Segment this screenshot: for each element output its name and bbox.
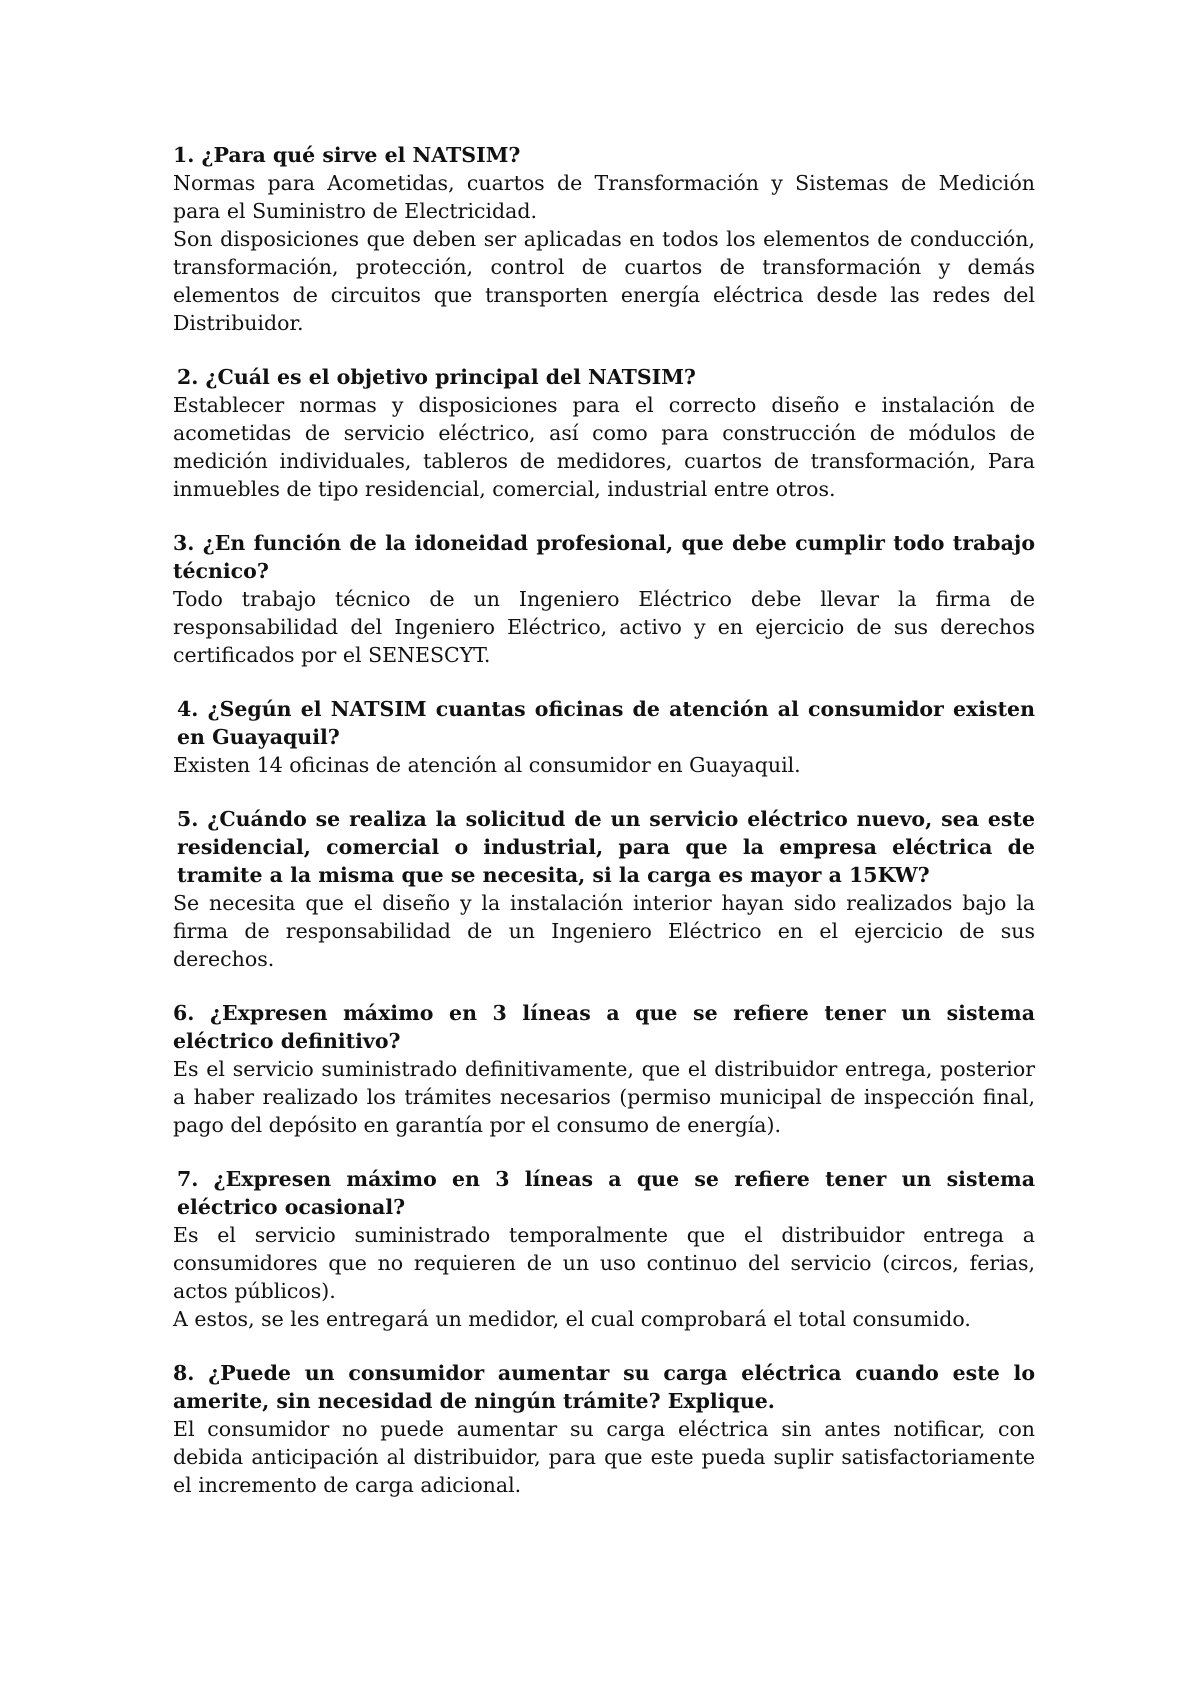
- answer-paragraph: A estos, se les entregará un medidor, el cual comprobará el total consumido.: [173, 1307, 971, 1331]
- answer-paragraph: Todo trabajo técnico de un Ingeniero Eléctrico debe llevar la firma de responsabilidad del Ingeniero Eléctrico, activo y en ejercicio de sus derechos certificados por el SENESCYT.: [173, 587, 1035, 667]
- answer-paragraph: El consumidor no puede aumentar su carga eléctrica sin antes notificar, con debida anticipación al distribuidor, para que este pueda suplir satisfactoriamente el incremento de carga adicional.: [173, 1417, 1035, 1497]
- question-text: ¿Según el NATSIM cuantas oficinas de atención al consumidor existen en Guayaquil?: [177, 697, 1036, 749]
- answer-paragraph: Existen 14 oficinas de atención al consumidor en Guayaquil.: [173, 753, 801, 777]
- answer-paragraph: Son disposiciones que deben ser aplicadas en todos los elementos de conducción, transformación, protección, control de cuartos de transformación y demás elementos de circuitos que transporten energía eléctrica desde las redes del Distribuidor.: [173, 227, 1035, 335]
- qa-item-8: [173, 1359, 1035, 1499]
- qa-item-3: [173, 529, 1035, 669]
- question-text: ¿Puede un consumidor aumentar su carga eléctrica cuando este lo amerite, sin necesidad de ningún trámite? Explique.: [173, 1361, 1035, 1413]
- qa-item-2: [173, 363, 1035, 503]
- answer-paragraph: Establecer normas y disposiciones para el correcto diseño e instalación de acometidas de servicio eléctrico, así como para construcción de módulos de medición individuales, tableros de medidores, cuartos de transformación, Para inmuebles de tipo residencial, comercial, industrial entre otros.: [173, 393, 1035, 501]
- qa-item-5: [173, 805, 1035, 973]
- qa-item-7: [173, 1165, 1035, 1333]
- question-text: ¿Cuál es el objetivo principal del NATSIM?: [205, 365, 696, 389]
- question-text: ¿Expresen máximo en 3 líneas a que se refiere tener un sistema eléctrico definitivo?: [173, 1001, 1035, 1053]
- question-7: [173, 1165, 1035, 1221]
- question-number: 2.: [177, 365, 199, 389]
- question-number: 7.: [177, 1167, 199, 1191]
- qa-item-4: [173, 695, 1035, 779]
- question-number: 3.: [173, 531, 195, 555]
- answer-paragraph: Es el servicio suministrado definitivamente, que el distribuidor entrega, posterior a haber realizado los trámites necesarios (permiso municipal de inspección final, pago del depósito en garantía por el consumo de energía).: [173, 1057, 1035, 1137]
- question-text: ¿En función de la idoneidad profesional, que debe cumplir todo trabajo técnico?: [173, 531, 1035, 583]
- answer-paragraph: Se necesita que el diseño y la instalación interior hayan sido realizados bajo la firma de responsabilidad de un Ingeniero Eléctrico en el ejercicio de sus derechos.: [173, 891, 1035, 971]
- question-text: ¿Para qué sirve el NATSIM?: [201, 143, 521, 167]
- question-number: 6.: [173, 1001, 195, 1025]
- question-text: ¿Cuándo se realiza la solicitud de un servicio eléctrico nuevo, sea este residencial, comercial o industrial, para que la empresa eléctrica de tramite a la misma que se necesita, si la carga es mayor a 15KW?: [177, 807, 1035, 887]
- question-3: [173, 529, 1035, 585]
- question-1: [173, 141, 1035, 169]
- question-number: 1.: [173, 143, 195, 167]
- question-6: [173, 999, 1035, 1055]
- question-number: 4.: [177, 697, 199, 721]
- question-number: 8.: [173, 1361, 195, 1385]
- document-page: [173, 141, 1035, 1525]
- qa-item-1: [173, 141, 1035, 337]
- answer-paragraph: Es el servicio suministrado temporalmente que el distribuidor entrega a consumidores que no requieren de un uso continuo del servicio (circos, ferias, actos públicos).: [173, 1223, 1035, 1303]
- question-number: 5.: [177, 807, 199, 831]
- answer-paragraph: Normas para Acometidas, cuartos de Transformación y Sistemas de Medición para el Suministro de Electricidad.: [173, 171, 1035, 223]
- question-8: [173, 1359, 1035, 1415]
- question-text: ¿Expresen máximo en 3 líneas a que se refiere tener un sistema eléctrico ocasional?: [177, 1167, 1035, 1219]
- question-2: [173, 363, 1035, 391]
- question-4: [173, 695, 1035, 751]
- question-5: [173, 805, 1035, 889]
- qa-item-6: [173, 999, 1035, 1139]
